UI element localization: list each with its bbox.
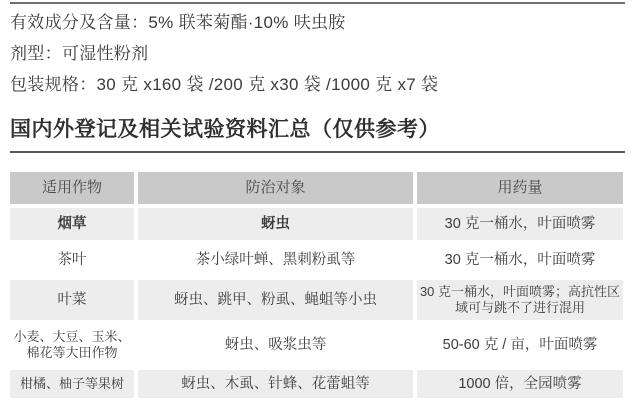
info-line-packaging: 包装规格：30 克 x160 袋 /200 克 x30 袋 /1000 克 x7 袋 — [10, 75, 439, 94]
usage-table — [10, 172, 623, 398]
table-header-crop: 适用作物 — [10, 172, 134, 204]
table-cell-crop-row1: 烟草 — [10, 208, 134, 240]
table-cell-dosage-row2: 30 克一桶水，叶面喷雾 — [444, 251, 596, 268]
table-header-target: 防治对象 — [138, 172, 413, 204]
table-cell-crop-row2: 茶叶 — [57, 251, 87, 268]
table-cell-dosage-row4: 50-60 克 / 亩，叶面喷雾 — [442, 336, 598, 353]
table-cell-crop-row4: 小麦、大豆、玉米、棉花等大田作物 — [13, 328, 131, 360]
table-cell-target-row3: 蚜虫、跳甲、粉虱、蝇蛆等小虫 — [138, 280, 413, 320]
table-cell-dosage-row3: 30 克一桶水，叶面喷雾；高抗性区域可与跳不了进行混用 — [417, 280, 623, 320]
section-title-divider — [10, 151, 625, 153]
table-cell-target-row2: 茶小绿叶蝉、黑刺粉虱等 — [195, 251, 356, 268]
top-divider — [10, 2, 625, 4]
table-cell-target-row1: 蚜虫 — [138, 208, 413, 240]
table-cell-dosage-row5: 1000 倍，全园喷雾 — [417, 370, 623, 398]
table-cell-crop-row3: 叶菜 — [10, 280, 134, 320]
info-line-active-ingredient: 有效成分及含量：5% 联苯菊酯·10% 呋虫胺 — [10, 13, 346, 32]
table-cell-crop-row5: 柑橘、柚子等果树 — [10, 370, 134, 398]
table-cell-dosage-row1: 30 克一桶水，叶面喷雾 — [417, 208, 623, 240]
table-cell-target-row5: 蚜虫、木虱、针蜂、花蕾蛆等 — [138, 370, 413, 398]
table-header-dosage: 用药量 — [417, 172, 623, 204]
info-line-formulation: 剂型：可湿性粉剂 — [10, 44, 149, 63]
product-info-block — [10, 7, 625, 100]
section-title: 国内外登记及相关试验资料汇总（仅供参考） — [10, 118, 440, 141]
table-cell-target-row4: 蚜虫、吸浆虫等 — [224, 336, 327, 353]
